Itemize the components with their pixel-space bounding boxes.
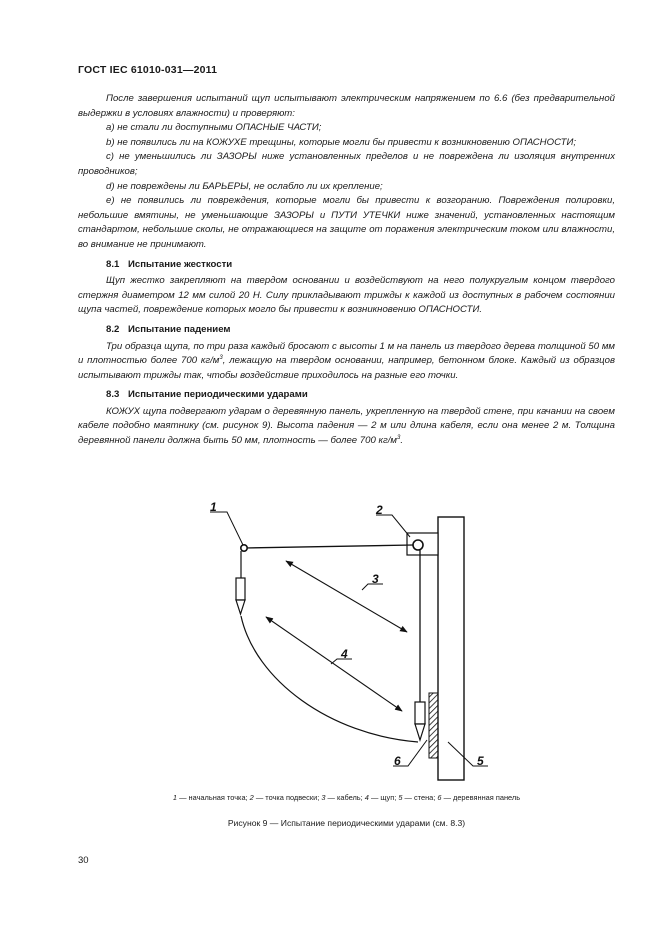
wall [438,517,464,780]
legend-number: 4 [364,793,369,802]
swing-arc [241,616,418,742]
body-text [78,92,615,449]
legend-text: — стена; [402,793,438,802]
label-5: 5 [477,754,484,768]
check-item-e: e) не появились ли повреждения, которые могли бы привести к возгоранию. Повреждения полировки, небольшие вмятины, не уменьшающие ЗАЗОРЫ и ПУТИ УТЕЧКИ ниже значений, установленных настоящим стандартом, небольшие сколы, не отражающиеся на защите от поражения электрическим током или влажности, во внимание не принимают. [78,195,615,250]
legend-text: — деревянная панель [441,793,521,802]
check-item-c: c) не уменьшились ли ЗАЗОРЫ ниже установленных пределов и не повреждена ли изоляция внутренних проводников; [78,151,615,177]
superscript: 3 [396,434,401,441]
label-6: 6 [394,754,401,768]
section-8-2-text [78,340,615,384]
probe-panel-tip [415,724,425,740]
section-title: Испытание падением [128,323,231,335]
superscript: 3 [219,354,223,361]
check-item-a: a) не стали ли доступными ОПАСНЫЕ ЧАСТИ; [106,122,322,134]
wooden-panel [429,693,438,758]
label-1: 1 [210,500,217,514]
legend-number: 2 [249,793,254,802]
text-part: , лежащую на твердом основании, например, бетонном блоке. Каждый из образцов испытывают трижды так, чтобы воздействие приходилось на разные его точки. [78,355,615,381]
document-header: ГОСТ IEC 61010-031—2011 [78,64,218,76]
section-8-3-text [78,405,615,449]
page-number: 30 [78,855,89,866]
section-number: 8.3 [106,389,120,401]
text-part: Три образца щупа, по три раза каждый бросают с высоты 1 м на панель из твердого дерева толщиной 50 мм и плотностью более 700 кг/м [78,340,615,367]
probe-start [236,578,245,600]
figure-caption: Рисунок 9 — Испытание периодическими ударами (см. 8.3) [227,818,466,828]
cable-length-arrow [286,561,407,632]
legend-text: — щуп; [368,793,399,802]
intro-paragraph: После завершения испытаний щуп испытывают электрическим напряжением по 6.6 (без предварительной выдержки в условиях влажности) и проверяют: [78,93,615,119]
cable-horizontal [244,545,413,548]
legend-text: — кабель; [325,793,365,802]
section-number: 8.2 [106,323,120,335]
legend-number: 5 [398,793,403,802]
check-item-b: b) не появились ли на КОЖУХЕ трещины, которые могли бы привести к возникновению ОПАСНОСТИ; [106,136,577,148]
label-3: 3 [372,572,379,586]
legend-number: 6 [437,793,442,802]
suspension-point [413,540,423,550]
legend-number: 3 [321,793,326,802]
label-4: 4 [341,647,348,661]
legend-text: — точка подвески; [253,793,322,802]
text-part: КОЖУХ щупа подвергают ударам о деревянную панель, укрепленную на твердой стене, при качании на своем кабеле подобно маятнику (см. рисунок 9). Высота падения — 2 м или длина кабеля, если она менее 2 м. Толщина деревянной панели должна быть 50 мм, плотность — более 700 кг/м [78,405,615,447]
leader-2 [376,515,410,537]
leader-1 [210,512,243,545]
section-8-3-heading [78,388,615,403]
section-number: 8.1 [106,258,120,270]
figure-9 [0,495,661,785]
section-title: Испытание периодическими ударами [128,389,308,401]
pendulum-diagram [0,495,661,785]
section-title: Испытание жесткости [128,258,233,270]
section-8-2-heading [78,323,615,338]
section-8-1-text: Щуп жестко закрепляют на твердом основании и воздействуют на него полукруглым концом твердого стержня диаметром 12 мм силой 20 Н. Силу прикладывают трижды к каждой из доступных в рабочем состоянии щупа частей, повреждение которых могло бы привести к возникновению ОПАСНОСТИ. [78,275,615,316]
figure-legend [78,793,615,802]
section-8-1-heading [78,258,615,273]
legend-number: 1 [172,793,178,802]
check-item-d: d) не повреждены ли БАРЬЕРЫ, не ослабло ли их крепление; [106,180,383,192]
probe-path-arrow [266,617,402,711]
text-part: . [400,435,403,447]
probe-at-panel [415,702,425,724]
legend-text: — начальная точка; [177,793,250,802]
label-2: 2 [376,503,383,517]
start-point [241,545,247,551]
probe-start-tip [236,600,245,614]
